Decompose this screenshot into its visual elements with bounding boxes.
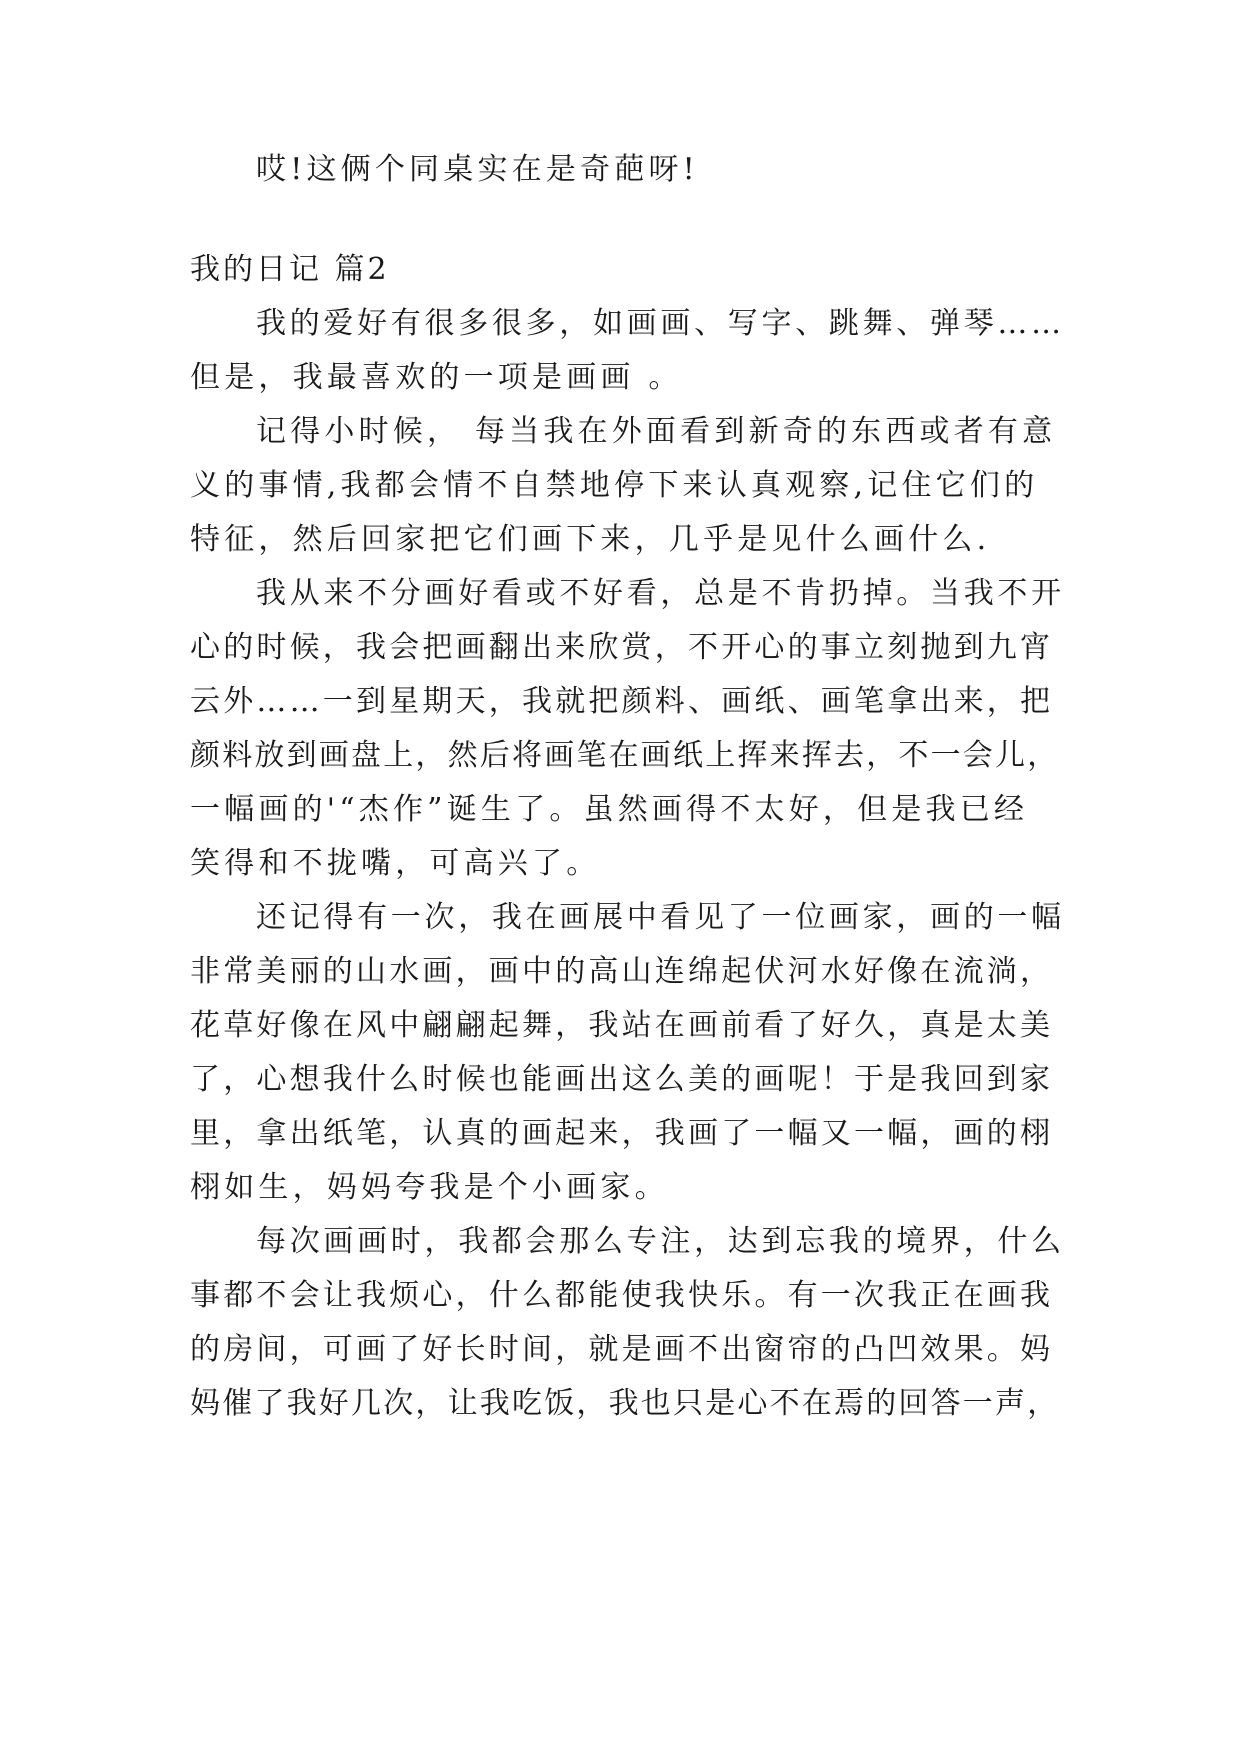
paragraph-line: 里，拿出纸笔，认真的画起来，我画了一幅又一幅，画的栩 bbox=[190, 1116, 1054, 1151]
paragraph-line: 还记得有一次，我在画展中看见了一位画家，画的一幅 bbox=[256, 900, 1065, 935]
paragraph-line: 的房间，可画了好长时间，就是画不出窗帘的凸凹效果。妈 bbox=[190, 1332, 1054, 1367]
paragraph-line: 记得小时候， 每当我在外面看到新奇的东西或者有意 bbox=[256, 414, 1057, 449]
paragraph-line: 事都不会让我烦心，什么都能使我快乐。有一次我正在画我 bbox=[190, 1278, 1054, 1313]
paragraph-line: 颜料放到画盘上，然后将画笔在画纸上挥来挥去，不一会儿， bbox=[190, 738, 1060, 773]
paragraph-line: 但是，我最喜欢的一项是画画 。 bbox=[190, 360, 683, 395]
paragraph-line: 非常美丽的山水画，画中的高山连绵起伏河水好像在流淌， bbox=[190, 954, 1054, 989]
paragraph-line: 笑得和不拢嘴，可高兴了。 bbox=[190, 846, 601, 881]
paragraph-line: 我的爱好有很多很多，如画画、写字、跳舞、弹琴…… bbox=[256, 306, 1065, 341]
paragraph-line: 特征，然后回家把它们画下来，几乎是见什么画什么. bbox=[190, 522, 991, 557]
paragraph-line: 栩如生，妈妈夸我是个小画家。 bbox=[190, 1170, 669, 1205]
paragraph-line: 我从来不分画好看或不好看，总是不肯扔掉。当我不开 bbox=[256, 576, 1065, 611]
paragraph-line: 了，心想我什么时候也能画出这么美的画呢！于是我回到家 bbox=[190, 1062, 1054, 1097]
section-heading: 我的日记 篇2 bbox=[190, 252, 390, 287]
paragraph-line: 每次画画时，我都会那么专注，达到忘我的境界，什么 bbox=[256, 1224, 1065, 1259]
paragraph-line: 义的事情,我都会情不自禁地停下来认真观察,记住它们的 bbox=[190, 468, 1039, 503]
paragraph-line: 心的时候，我会把画翻出来欣赏，不开心的事立刻抛到九宵 bbox=[190, 630, 1054, 665]
paragraph-line: 花草好像在风中翩翩起舞，我站在画前看了好久，真是太美 bbox=[190, 1008, 1054, 1043]
paragraph-line: 云外……一到星期天，我就把颜料、画纸、画笔拿出来，把 bbox=[190, 684, 1054, 719]
intro-line: 哎!这俩个同桌实在是奇葩呀! bbox=[256, 152, 699, 187]
paragraph-line: 妈催了我好几次，让我吃饭，我也只是心不在焉的回答一声， bbox=[190, 1386, 1060, 1421]
paragraph-line: 一幅画的'“杰作”诞生了。虽然画得不太好，但是我已经 bbox=[190, 792, 1029, 827]
